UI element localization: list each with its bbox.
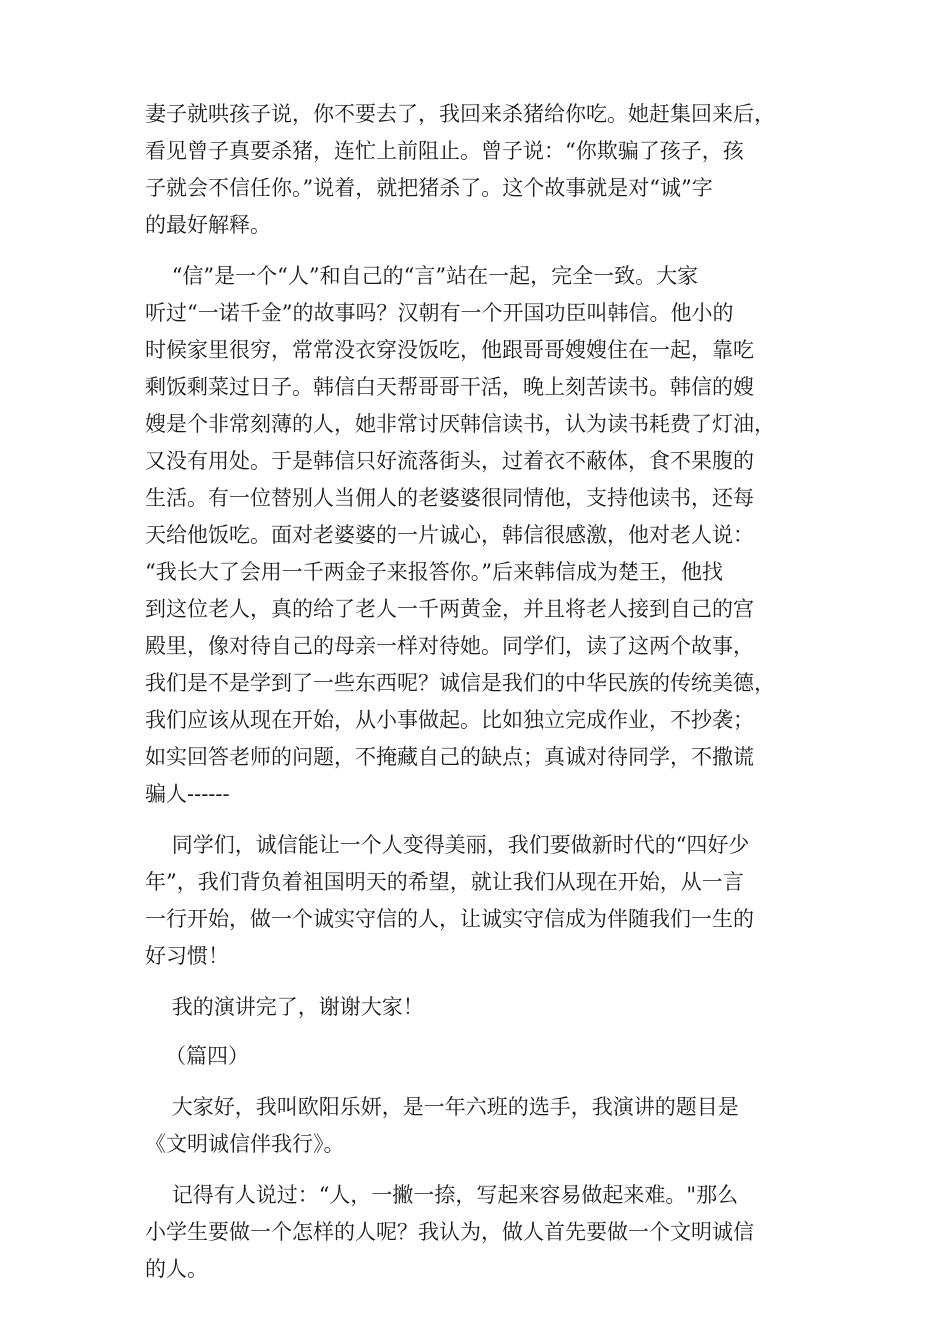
- text-line: 子就会不信任你。”说着，就把猪杀了。这个故事就是对“诚”字: [145, 176, 713, 200]
- text-line: 骗人------: [145, 782, 230, 806]
- text-line: “信”是一个“人”和自己的“言”站在一起，完全一致。大家: [145, 264, 699, 288]
- paragraph-quote: [145, 1177, 825, 1288]
- text-line: 嫂是个非常刻薄的人，她非常讨厌韩信读书，认为读书耗费了灯油，: [145, 412, 775, 436]
- section-heading: [145, 1038, 825, 1075]
- text-line: 生活。有一位替别人当佣人的老婆婆很同情他，支持他读书，还每: [145, 486, 754, 510]
- paragraph-hanxin-story: [145, 258, 825, 813]
- text-line: 年”，我们背负着祖国明天的希望，就让我们从现在开始，从一言: [145, 870, 744, 894]
- text-line: 的最好解释。: [145, 213, 271, 237]
- document-body: [145, 96, 825, 1288]
- text-line: 的人。: [145, 1257, 208, 1281]
- paragraph-closing: [145, 989, 825, 1026]
- text-line: 看见曾子真要杀猪，连忙上前阻止。曾子说：“你欺骗了孩子，孩: [145, 139, 744, 163]
- text-line: 记得有人说过：“人，一撇一捺，写起来容易做起来难。"那么: [145, 1183, 739, 1207]
- text-line: 时候家里很穷，常常没衣穿没饭吃，他跟哥哥嫂嫂住在一起，靠吃: [145, 338, 754, 362]
- text-line: 我们是不是学到了一些东西呢？诚信是我们的中华民族的传统美德，: [145, 671, 775, 695]
- paragraph-introduction: [145, 1089, 825, 1163]
- text-line: 听过“一诺千金”的故事吗？汉朝有一个开国功臣叫韩信。他小的: [145, 301, 734, 325]
- text-line: 天给他饭吃。面对老婆婆的一片诚心，韩信很感激，他对老人说：: [145, 523, 754, 547]
- paragraph-conclusion: [145, 827, 825, 975]
- text-line: 剩饭剩菜过日子。韩信白天帮哥哥干活，晚上刻苦读书。韩信的嫂: [145, 375, 754, 399]
- text-line: 好习惯！: [145, 944, 229, 968]
- text-line: 《文明诚信伴我行》。: [145, 1132, 345, 1156]
- text-line: 我们应该从现在开始，从小事做起。比如独立完成作业，不抄袭；: [145, 708, 754, 732]
- text-line: 如实回答老师的问题，不掩藏自己的缺点；真诚对待同学，不撒谎: [145, 745, 754, 769]
- text-line: 同学们，诚信能让一个人变得美丽，我们要做新时代的“四好少: [145, 833, 750, 857]
- text-line: 我的演讲完了，谢谢大家！: [145, 995, 424, 1019]
- text-line: 妻子就哄孩子说，你不要去了，我回来杀猪给你吃。她赶集回来后，: [145, 102, 775, 126]
- text-line: 殿里，像对待自己的母亲一样对待她。同学们，读了这两个故事，: [145, 634, 754, 658]
- text-line: 到这位老人，真的给了老人一千两黄金，并且将老人接到自己的宫: [145, 597, 754, 621]
- text-line: 又没有用处。于是韩信只好流落街头，过着衣不蔽体，食不果腹的: [145, 449, 754, 473]
- text-line: 一行开始，做一个诚实守信的人，让诚实守信成为伴随我们一生的: [145, 907, 754, 931]
- text-line: 小学生要做一个怎样的人呢？我认为，做人首先要做一个文明诚信: [145, 1220, 754, 1244]
- text-line: 大家好，我叫欧阳乐妍，是一年六班的选手，我演讲的题目是: [145, 1095, 739, 1119]
- text-line: （篇四）: [145, 1044, 250, 1068]
- paragraph-zengzi-story: [145, 96, 825, 244]
- text-line: “我长大了会用一千两金子来报答你。”后来韩信成为楚王，他找: [145, 560, 723, 584]
